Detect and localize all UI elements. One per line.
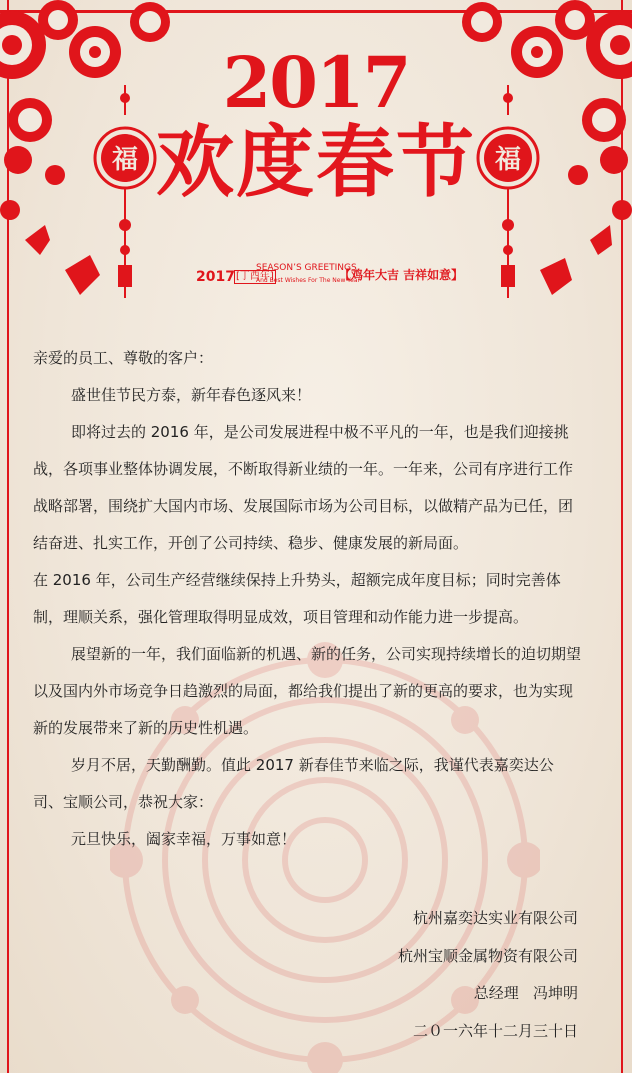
header-year: 2017	[222, 41, 410, 124]
sub-english-line2: And Best Wishes For The New Year	[256, 277, 360, 284]
paragraph-4: 岁月不居，天勤酬勤。值此 2017 新春佳节来临之际，我谨代表嘉奕达公司、宝顺公司，恭祝大家：	[33, 756, 554, 811]
sub-chinese: 【鸡年大吉 吉祥如意】	[339, 268, 464, 282]
greeting-subline	[196, 262, 464, 290]
company-1: 杭州嘉奕达实业有限公司	[412, 909, 578, 927]
lantern-char: 福	[111, 145, 139, 175]
sub-year: 2017	[196, 269, 235, 285]
lantern-char: 福	[494, 145, 522, 175]
header-title: 欢度春节	[155, 117, 476, 208]
letter-date: 二０一六年十二月三十日	[412, 1021, 578, 1040]
letter-body	[33, 340, 583, 858]
sub-english-line1: SEASON’S GREETINGS	[256, 263, 357, 273]
salutation: 亲爱的员工、尊敬的客户：	[33, 349, 214, 367]
company-2: 杭州宝顺金属物资有限公司	[397, 946, 578, 965]
signature-block	[398, 900, 578, 1050]
sub-zodiac: [丁酉年]	[236, 271, 274, 282]
paragraph-1: 即将过去的 2016 年，是公司发展进程中极不平凡的一年，也是我们迎接挑战，各项事业整体协调发展，不断取得新业绩的一年。一年来，公司有序进行工作战略部署，围绕扩大国内市场、发展国际市场为公司目标，以做精产品为已任，团结奋进、扎实工作，开创了公司持续、稳步、健康发展的新局面。	[33, 423, 574, 552]
paragraph-2: 在 2016 年，公司生产经营继续保持上升势头，超额完成年度目标；同时完善体制，理顺关系，强化管理取得明显成效，项目管理和动作能力进一步提高。	[33, 571, 561, 626]
paragraph-3: 展望新的一年，我们面临新的机遇、新的任务，公司实现持续增长的迫切期望以及国内外市场竞争日趋激烈的局面，都给我们提出了新的更高的要求，也为实现新的发展带来了新的历史性机遇。	[33, 645, 582, 737]
manager-name: 总经理 冯坤明	[473, 984, 578, 1002]
greeting-line: 盛世佳节民方泰，新年春色逐风来！	[71, 386, 312, 404]
closing-wishes: 元旦快乐，阖家幸福，万事如意！	[71, 830, 297, 848]
